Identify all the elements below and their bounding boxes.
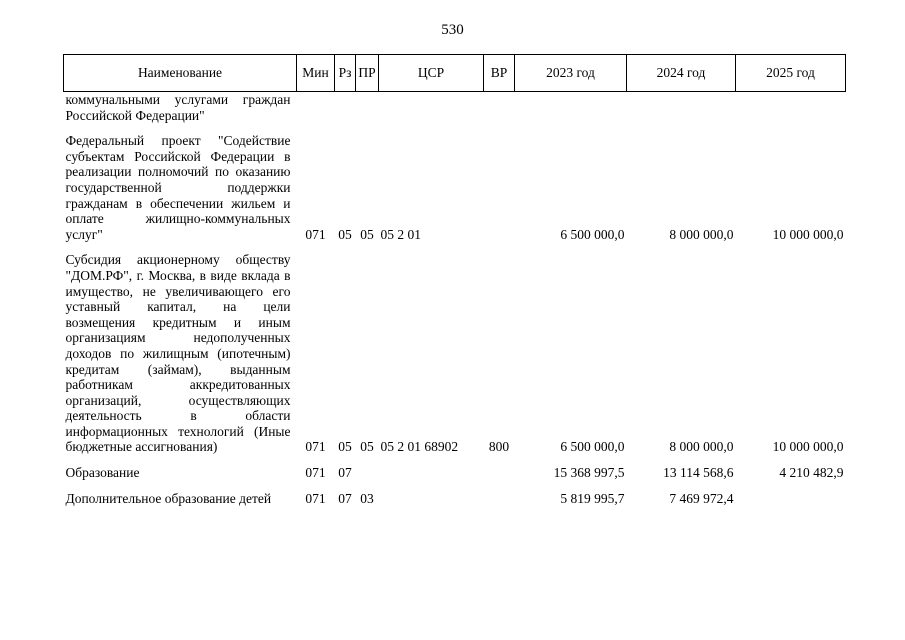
row-min: 071 <box>305 490 326 506</box>
row-pr <box>356 455 379 481</box>
table-row <box>64 455 846 481</box>
row-name: Субсидия акционерному обществу "ДОМ.РФ", г. Москва, в виде вклада в имущество, не увеличивающего его уставный капитал, на цели возмещения кредитным и иным организациям недополученных доходов по жилищным (ипотечным) кредитам (займам), выданным работникам аккредитованных организаций, осуществляющих деятельность в области информационных технологий (Иные бюджетные ассигнования) <box>65 252 291 455</box>
budget-table <box>63 54 846 506</box>
header-pr: ПР <box>356 55 379 92</box>
row-min: 071 <box>305 465 326 481</box>
row-vr <box>484 481 515 507</box>
row-2024: 8 000 000,0 <box>669 226 734 242</box>
row-vr <box>484 92 515 124</box>
header-2024: 2024 год <box>627 55 736 92</box>
table-row <box>64 481 846 507</box>
row-name: Дополнительное образование детей <box>65 490 272 506</box>
row-min: 071 <box>305 226 326 242</box>
header-min: Мин <box>297 55 335 92</box>
row-csr <box>379 92 484 124</box>
row-2024 <box>627 92 736 124</box>
row-2024: 8 000 000,0 <box>669 439 734 455</box>
row-min <box>297 92 335 124</box>
table-row <box>64 242 846 455</box>
row-2025: 4 210 482,9 <box>779 465 844 481</box>
page-number: 530 <box>441 22 464 38</box>
row-rz: 07 <box>338 490 352 506</box>
row-rz: 07 <box>338 465 352 481</box>
row-pr: 05 <box>360 439 374 455</box>
row-pr <box>356 92 379 124</box>
header-rz: Рз <box>335 55 356 92</box>
row-2025: 10 000 000,0 <box>772 226 844 242</box>
row-2025 <box>736 92 846 124</box>
header-2025: 2025 год <box>736 55 846 92</box>
row-vr <box>484 455 515 481</box>
row-pr: 05 <box>360 226 374 242</box>
row-rz: 05 <box>338 439 352 455</box>
row-name: Федеральный проект "Содействие субъектам Российской Федерации в реализации полномочий по оказанию государственной поддержки гражданам в обеспечении жильем и оплате жилищно-коммунальных услуг" <box>65 133 291 242</box>
row-2023: 5 819 995,7 <box>560 490 625 506</box>
header-csr: ЦСР <box>379 55 484 92</box>
table-header-row <box>64 55 846 92</box>
row-rz: 05 <box>338 226 352 242</box>
row-name: коммунальными услугами граждан Российской Федерации" <box>65 92 291 123</box>
row-2023: 15 368 997,5 <box>553 465 625 481</box>
row-name: Образование <box>65 465 140 481</box>
header-name: Наименование <box>64 55 297 92</box>
row-pr: 03 <box>360 490 374 506</box>
row-vr <box>484 123 515 242</box>
row-2025: 10 000 000,0 <box>772 439 844 455</box>
row-2023 <box>515 92 627 124</box>
header-vr: ВР <box>484 55 515 92</box>
row-2023: 6 500 000,0 <box>560 439 625 455</box>
table-row <box>64 123 846 242</box>
row-2025 <box>736 481 846 507</box>
row-min: 071 <box>305 439 326 455</box>
row-2023: 6 500 000,0 <box>560 226 625 242</box>
row-csr <box>379 481 484 507</box>
row-csr <box>379 455 484 481</box>
row-2024: 7 469 972,4 <box>669 490 734 506</box>
table-row <box>64 92 846 124</box>
row-csr: 05 2 01 <box>380 226 421 242</box>
row-rz <box>335 92 356 124</box>
header-2023: 2023 год <box>515 55 627 92</box>
row-2024: 13 114 568,6 <box>663 465 734 481</box>
row-csr: 05 2 01 68902 <box>380 439 459 455</box>
row-vr: 800 <box>488 439 510 455</box>
